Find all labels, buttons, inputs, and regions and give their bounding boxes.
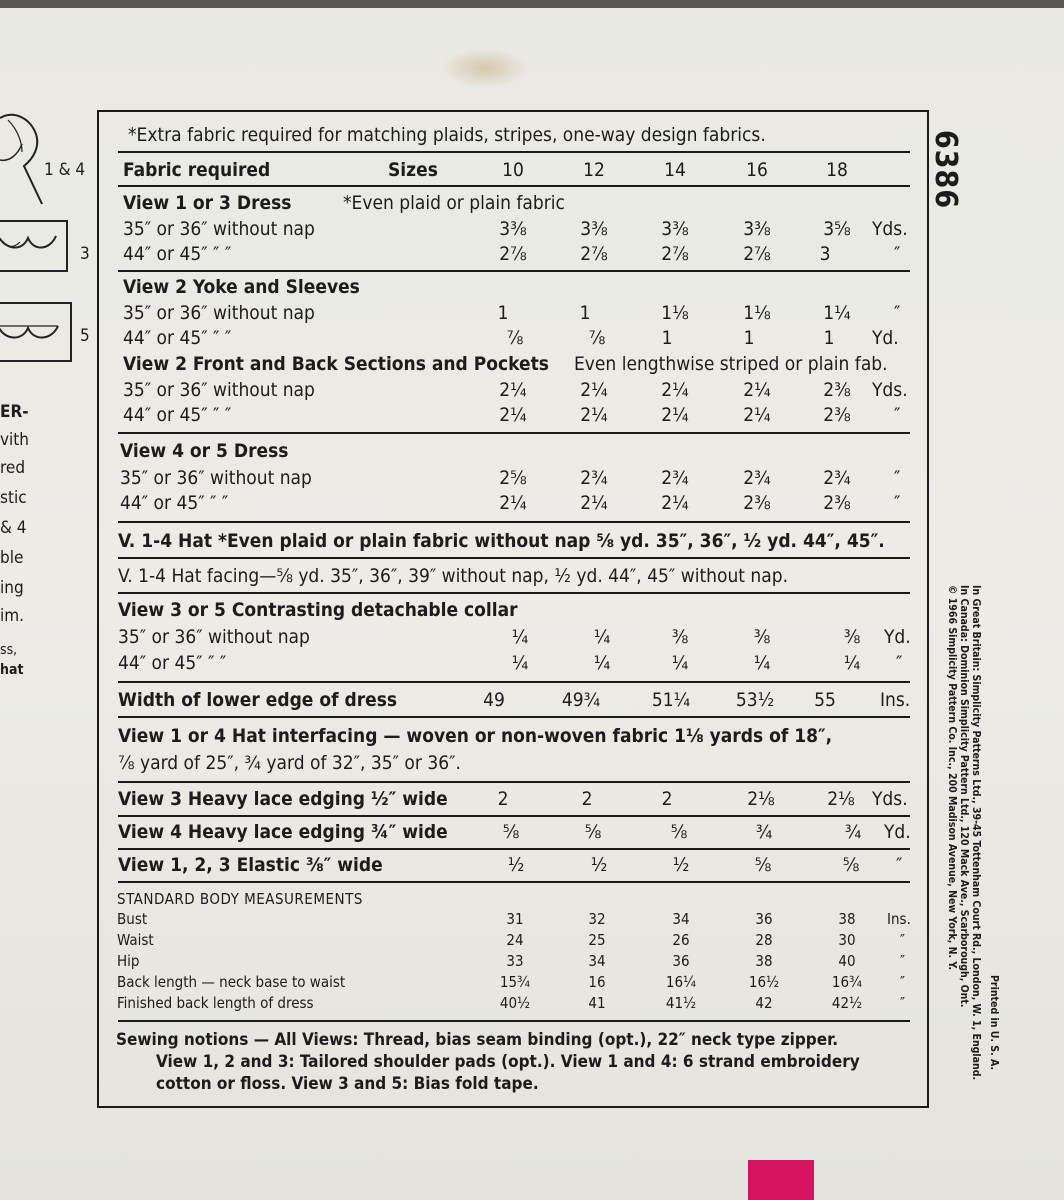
- meas-row3-label: Back length — neck base to waist: [117, 973, 346, 991]
- divider: [118, 592, 910, 594]
- collar-row0-label: 35″ or 36″ without nap: [118, 626, 310, 648]
- view45-row0-v0: 2⅝: [499, 467, 527, 489]
- meas-row2-v3: 38: [755, 952, 773, 970]
- width-unit: Ins.: [880, 689, 911, 711]
- meas-row0-v3: 36: [755, 910, 773, 928]
- view45-row1-v0: 2¼: [499, 492, 527, 514]
- collar-row1-label: 44″ or 45″ ″ ″: [118, 652, 227, 674]
- view2front-row0-v2: 2¼: [661, 379, 689, 401]
- width-v0: 49: [483, 689, 505, 711]
- view2front-row1-v1: 2¼: [580, 404, 608, 426]
- meas-row2-unit: ″: [900, 952, 906, 970]
- collar-3-icon: [0, 222, 58, 266]
- view2front-row1-v3: 2¼: [743, 404, 771, 426]
- divider: [118, 432, 910, 434]
- view2yoke-title: View 2 Yoke and Sleeves: [123, 276, 360, 298]
- collar-5-icon: [0, 304, 64, 356]
- view2front-row0-v3: 2¼: [743, 379, 771, 401]
- meas-row4-v4: 42½: [831, 994, 863, 1012]
- divider: [118, 185, 910, 187]
- lace4-v2: ⅝: [670, 821, 688, 843]
- meas-row0-v0: 31: [506, 910, 524, 928]
- collar-5-box: [0, 302, 72, 362]
- view2front-row0-v1: 2¼: [580, 379, 608, 401]
- view2front-row1-unit: ″: [894, 404, 901, 426]
- divider: [118, 716, 910, 718]
- lace3-v0: 2: [497, 788, 509, 810]
- meas-row3-v1: 16: [588, 973, 606, 991]
- view2front-row1-v2: 2¼: [661, 404, 689, 426]
- elastic-v0: ½: [507, 854, 525, 876]
- meas-row2-v1: 34: [588, 952, 606, 970]
- meas-row4-label: Finished back length of dress: [117, 994, 314, 1012]
- collar-row1-v3: ¼: [753, 652, 771, 674]
- view2yoke-row0-label: 35″ or 36″ without nap: [123, 302, 315, 324]
- meas-row0-v1: 32: [588, 910, 606, 928]
- view45-title: View 4 or 5 Dress: [120, 440, 289, 462]
- size-14: 14: [664, 159, 686, 181]
- collar-row1-unit: ″: [896, 652, 903, 674]
- elastic-unit: ″: [896, 854, 903, 876]
- divider: [118, 557, 910, 559]
- view13-title: View 1 or 3 Dress: [123, 192, 292, 214]
- left-text-4: & 4: [0, 518, 27, 538]
- collar-row0-v3: ⅜: [753, 626, 771, 648]
- elastic-v2: ½: [672, 854, 690, 876]
- view13-row0-v2: 3⅜: [661, 218, 689, 240]
- elastic-v3: ⅝: [754, 854, 772, 876]
- view2front-row1-label: 44″ or 45″ ″ ″: [123, 404, 232, 426]
- divider: [118, 881, 910, 883]
- meas-row3-v3: 16½: [748, 973, 780, 991]
- lace4-v3: ¾: [755, 821, 773, 843]
- notions-line-2: View 1, 2 and 3: Tailored shoulder pads (opt.). View 1 and 4: 6 strand embroidery: [156, 1052, 860, 1072]
- view45-row0-unit: ″: [894, 467, 901, 489]
- left-text-9: hat: [0, 662, 24, 678]
- collar-row1-v2: ¼: [671, 652, 689, 674]
- notions-line-3: cotton or floss. View 3 and 5: Bias fold tape.: [156, 1074, 539, 1094]
- meas-row4-v2: 41½: [665, 994, 697, 1012]
- printed-in: Printed in U. S. A.: [988, 975, 1000, 1071]
- meas-row1-v3: 28: [755, 931, 773, 949]
- hat-illustration: [0, 100, 45, 210]
- meas-row1-v2: 26: [672, 931, 690, 949]
- view2yoke-row0-v2: 1⅛: [661, 302, 689, 324]
- meas-row0-unit: Ins.: [887, 910, 911, 928]
- view13-row1-v2: 2⅞: [661, 243, 689, 265]
- divider: [118, 681, 910, 683]
- size-18: 18: [826, 159, 848, 181]
- view2yoke-row0-v4: 1¼: [823, 302, 851, 324]
- meas-row0-v2: 34: [672, 910, 690, 928]
- elastic-v4: ⅝: [842, 854, 860, 876]
- collar-row0-v1: ¼: [593, 626, 611, 648]
- pattern-number: 6386: [928, 130, 963, 210]
- view13-row0-unit: Yds.: [872, 218, 908, 240]
- collar-row0-unit: Yd.: [884, 626, 911, 648]
- lace3-v3: 2⅛: [747, 788, 775, 810]
- meas-row0-label: Bust: [117, 910, 148, 928]
- left-text-6: ing: [0, 578, 24, 598]
- left-text-0: ER-: [0, 402, 29, 422]
- divider: [118, 521, 910, 523]
- pink-tab: [748, 1160, 814, 1200]
- meas-row0-v4: 38: [838, 910, 856, 928]
- view2yoke-row1-v2: 1: [661, 327, 673, 349]
- view2front-row0-v0: 2¼: [499, 379, 527, 401]
- lace4-v1: ⅝: [584, 821, 602, 843]
- meas-row2-label: Hip: [117, 952, 140, 970]
- view2front-subtitle: Even lengthwise striped or plain fab.: [574, 353, 888, 375]
- view45-row0-v1: 2¾: [580, 467, 608, 489]
- meas-row1-v0: 24: [506, 931, 524, 949]
- view2yoke-row1-v0: ⅞: [506, 327, 524, 349]
- lace3-v4: 2⅛: [827, 788, 855, 810]
- view13-row0-v4: 3⅝: [823, 218, 851, 240]
- stain: [440, 48, 530, 88]
- collar-row1-v1: ¼: [593, 652, 611, 674]
- sizes-heading: Sizes: [388, 159, 438, 181]
- view13-row0-v3: 3⅜: [743, 218, 771, 240]
- meas-row2-v4: 40: [838, 952, 856, 970]
- collar-row0-v0: ¼: [511, 626, 529, 648]
- view-label-1-4: 1 & 4: [44, 160, 86, 180]
- view2yoke-row1-v4: 1: [823, 327, 835, 349]
- meas-row4-unit: ″: [900, 994, 906, 1012]
- collar-3-box: [0, 220, 68, 272]
- notions-line-1: Sewing notions — All Views: Thread, bias seam binding (opt.), 22″ neck type zipper.: [116, 1030, 839, 1050]
- view45-row1-unit: ″: [894, 492, 901, 514]
- view2front-row0-unit: Yds.: [872, 379, 908, 401]
- view45-row1-v4: 2⅜: [823, 492, 851, 514]
- size-16: 16: [746, 159, 768, 181]
- view2yoke-row0-v3: 1⅛: [743, 302, 771, 324]
- view45-row1-v3: 2⅜: [743, 492, 771, 514]
- view45-row0-v3: 2¾: [743, 467, 771, 489]
- meas-row1-v4: 30: [838, 931, 856, 949]
- view13-row1-unit: ″: [894, 243, 901, 265]
- fabric-required-heading: Fabric required: [123, 159, 271, 181]
- view13-row0-v1: 3⅜: [580, 218, 608, 240]
- lace3-v1: 2: [581, 788, 593, 810]
- meas-row3-unit: ″: [900, 973, 906, 991]
- lace3-v2: 2: [661, 788, 673, 810]
- meas-row3-v2: 16¼: [665, 973, 697, 991]
- view2yoke-row0-v0: 1: [497, 302, 509, 324]
- width-v4: 55: [814, 689, 836, 711]
- hat-line: [118, 530, 885, 552]
- copyright-line-2: In Canada: Dominion Simplicity Pattern Ltd., 120 Mack Ave., Scarborough, Ont.: [958, 585, 970, 1008]
- left-text-8: ss,: [0, 642, 18, 658]
- width-label: Width of lower edge of dress: [118, 689, 398, 711]
- divider: [118, 151, 910, 153]
- view45-row0-v4: 2¾: [823, 467, 851, 489]
- size-12: 12: [583, 159, 605, 181]
- width-v1: 49¾: [561, 689, 601, 711]
- view2front-title: View 2 Front and Back Sections and Pockets: [123, 353, 549, 375]
- view2front-row1-v4: 2⅜: [823, 404, 851, 426]
- copyright-line-1: © 1966 Simplicity Pattern Co. Inc., 200 Madison Avenue, New York, N. Y.: [946, 585, 958, 971]
- copyright-line-3: In Great Britain: Simplicity Patterns Ltd., 39-45 Tottenham Court Rd., London, W. 1, England.: [970, 585, 982, 1081]
- view2yoke-row1-v3: 1: [743, 327, 755, 349]
- lace4-label: View 4 Heavy lace edging ¾″ wide: [118, 821, 448, 843]
- extra-fabric-note: *Extra fabric required for matching plaids, stripes, one-way design fabrics.: [128, 124, 766, 146]
- left-text-3: stic: [0, 488, 27, 508]
- collar-title: View 3 or 5 Contrasting detachable collar: [118, 599, 518, 621]
- view2yoke-row1-v1: ⅞: [588, 327, 606, 349]
- meas-row1-v1: 25: [588, 931, 606, 949]
- collar-row1-v4: ¼: [843, 652, 861, 674]
- left-text-2: red: [0, 458, 26, 478]
- width-v3: 53½: [735, 689, 775, 711]
- meas-row4-v1: 41: [588, 994, 606, 1012]
- lace3-unit: Yds.: [872, 788, 908, 810]
- collar-row0-v4: ⅜: [843, 626, 861, 648]
- divider: [118, 270, 910, 272]
- view13-row1-v1: 2⅞: [580, 243, 608, 265]
- view2yoke-row0-unit: ″: [894, 302, 901, 324]
- measurements-title: STANDARD BODY MEASUREMENTS: [117, 890, 363, 908]
- lace4-unit: Yd.: [884, 821, 911, 843]
- divider: [118, 1020, 910, 1022]
- view45-row0-label: 35″ or 36″ without nap: [120, 467, 312, 489]
- meas-row2-v0: 33: [506, 952, 524, 970]
- divider: [118, 781, 910, 783]
- view13-row1-v0: 2⅞: [499, 243, 527, 265]
- view2yoke-row1-unit: Yd.: [872, 327, 899, 349]
- view2yoke-row1-label: 44″ or 45″ ″ ″: [123, 327, 232, 349]
- meas-row1-unit: ″: [900, 931, 906, 949]
- view13-row0-label: 35″ or 36″ without nap: [123, 218, 315, 240]
- view2front-row0-v4: 2⅜: [823, 379, 851, 401]
- meas-row4-v0: 40½: [499, 994, 531, 1012]
- interfacing-line-2: ⅞ yard of 25″, ¾ yard of 32″, 35″ or 36″.: [118, 752, 461, 774]
- view13-row1-v4: 3: [819, 243, 831, 265]
- view45-row1-v1: 2¼: [580, 492, 608, 514]
- lace3-label: View 3 Heavy lace edging ½″ wide: [118, 788, 448, 810]
- view13-row1-label: 44″ or 45″ ″ ″: [123, 243, 232, 265]
- view-label-3: 3: [80, 244, 90, 264]
- view45-row0-v2: 2¾: [661, 467, 689, 489]
- elastic-label: View 1, 2, 3 Elastic ⅜″ wide: [118, 854, 383, 876]
- view13-subtitle: *Even plaid or plain fabric: [343, 192, 565, 214]
- left-text-5: ble: [0, 548, 24, 568]
- view-label-5: 5: [80, 326, 90, 346]
- width-v2: 51¼: [651, 689, 691, 711]
- interfacing-line-1: View 1 or 4 Hat interfacing — woven or non-woven fabric 1⅛ yards of 18″,: [118, 725, 833, 747]
- view2yoke-row0-v1: 1: [579, 302, 591, 324]
- hat-text: V. 1-4 Hat *Even plaid or plain fabric without nap ⅝ yd. 35″, 36″, ½ yd. 44″, 45″.: [118, 530, 885, 552]
- size-10: 10: [502, 159, 524, 181]
- view2front-row1-v0: 2¼: [499, 404, 527, 426]
- divider: [118, 848, 910, 850]
- divider: [118, 815, 910, 817]
- copyright-block: [946, 585, 982, 1080]
- left-text-1: vith: [0, 430, 29, 450]
- meas-row3-v4: 16¾: [831, 973, 863, 991]
- meas-row4-v3: 42: [755, 994, 773, 1012]
- view45-row1-v2: 2¼: [661, 492, 689, 514]
- meas-row2-v2: 36: [672, 952, 690, 970]
- collar-row1-v0: ¼: [511, 652, 529, 674]
- lace4-v4: ¾: [844, 821, 862, 843]
- view13-row0-v0: 3⅜: [499, 218, 527, 240]
- left-text-7: im.: [0, 606, 25, 626]
- elastic-v1: ½: [590, 854, 608, 876]
- meas-row3-v0: 15¾: [499, 973, 531, 991]
- hat-facing-line: V. 1-4 Hat facing—⅝ yd. 35″, 36″, 39″ without nap, ½ yd. 44″, 45″ without nap.: [118, 565, 788, 587]
- view2front-row0-label: 35″ or 36″ without nap: [123, 379, 315, 401]
- meas-row1-label: Waist: [117, 931, 154, 949]
- view13-row1-v3: 2⅞: [743, 243, 771, 265]
- view45-row1-label: 44″ or 45″ ″ ″: [120, 492, 229, 514]
- collar-row0-v2: ⅜: [671, 626, 689, 648]
- lace4-v0: ⅝: [502, 821, 520, 843]
